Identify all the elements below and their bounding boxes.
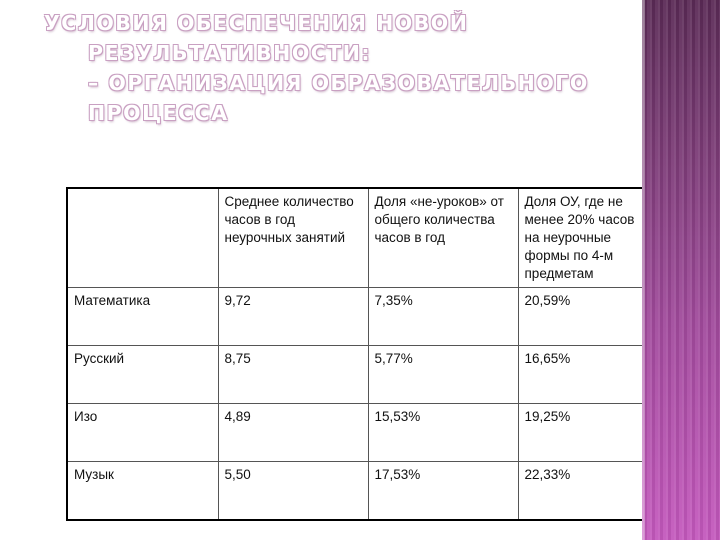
slide-title bbox=[44, 8, 604, 128]
subject-cell: Русский bbox=[67, 346, 218, 404]
table-header-row bbox=[67, 188, 644, 288]
value-cell: 9,72 bbox=[218, 288, 368, 346]
value-cell: 17,53% bbox=[368, 462, 518, 520]
subject-cell: Изо bbox=[67, 404, 218, 462]
value-cell: 5,77% bbox=[368, 346, 518, 404]
title-line-1: УСЛОВИЯ ОБЕСПЕЧЕНИЯ НОВОЙ bbox=[44, 11, 469, 35]
header-cell-share-schools: Доля ОУ, где не менее 20% часов на неурочные формы по 4-м предметам bbox=[518, 188, 644, 288]
value-cell: 15,53% bbox=[368, 404, 518, 462]
value-cell: 5,50 bbox=[218, 462, 368, 520]
value-cell: 16,65% bbox=[518, 346, 644, 404]
table-row bbox=[67, 288, 644, 346]
header-cell-avg-hours: Среднее количество часов в год неурочных занятий bbox=[218, 188, 368, 288]
subject-cell: Математика bbox=[67, 288, 218, 346]
table-row bbox=[67, 404, 644, 462]
title-line-2: РЕЗУЛЬТАТИВНОСТИ: bbox=[88, 41, 372, 65]
decorative-side-band bbox=[642, 0, 720, 540]
header-cell-empty bbox=[67, 188, 218, 288]
title-line-4: ПРОЦЕССА bbox=[88, 101, 229, 125]
subject-cell: Музык bbox=[67, 462, 218, 520]
value-cell: 20,59% bbox=[518, 288, 644, 346]
value-cell: 8,75 bbox=[218, 346, 368, 404]
data-table bbox=[66, 187, 645, 521]
title-line-3: – ОРГАНИЗАЦИЯ ОБРАЗОВАТЕЛЬНОГО bbox=[88, 71, 589, 95]
value-cell: 4,89 bbox=[218, 404, 368, 462]
header-cell-share-non-lessons: Доля «не-уроков» от общего количества часов в год bbox=[368, 188, 518, 288]
value-cell: 22,33% bbox=[518, 462, 644, 520]
value-cell: 19,25% bbox=[518, 404, 644, 462]
table-row bbox=[67, 462, 644, 520]
table-row bbox=[67, 346, 644, 404]
value-cell: 7,35% bbox=[368, 288, 518, 346]
